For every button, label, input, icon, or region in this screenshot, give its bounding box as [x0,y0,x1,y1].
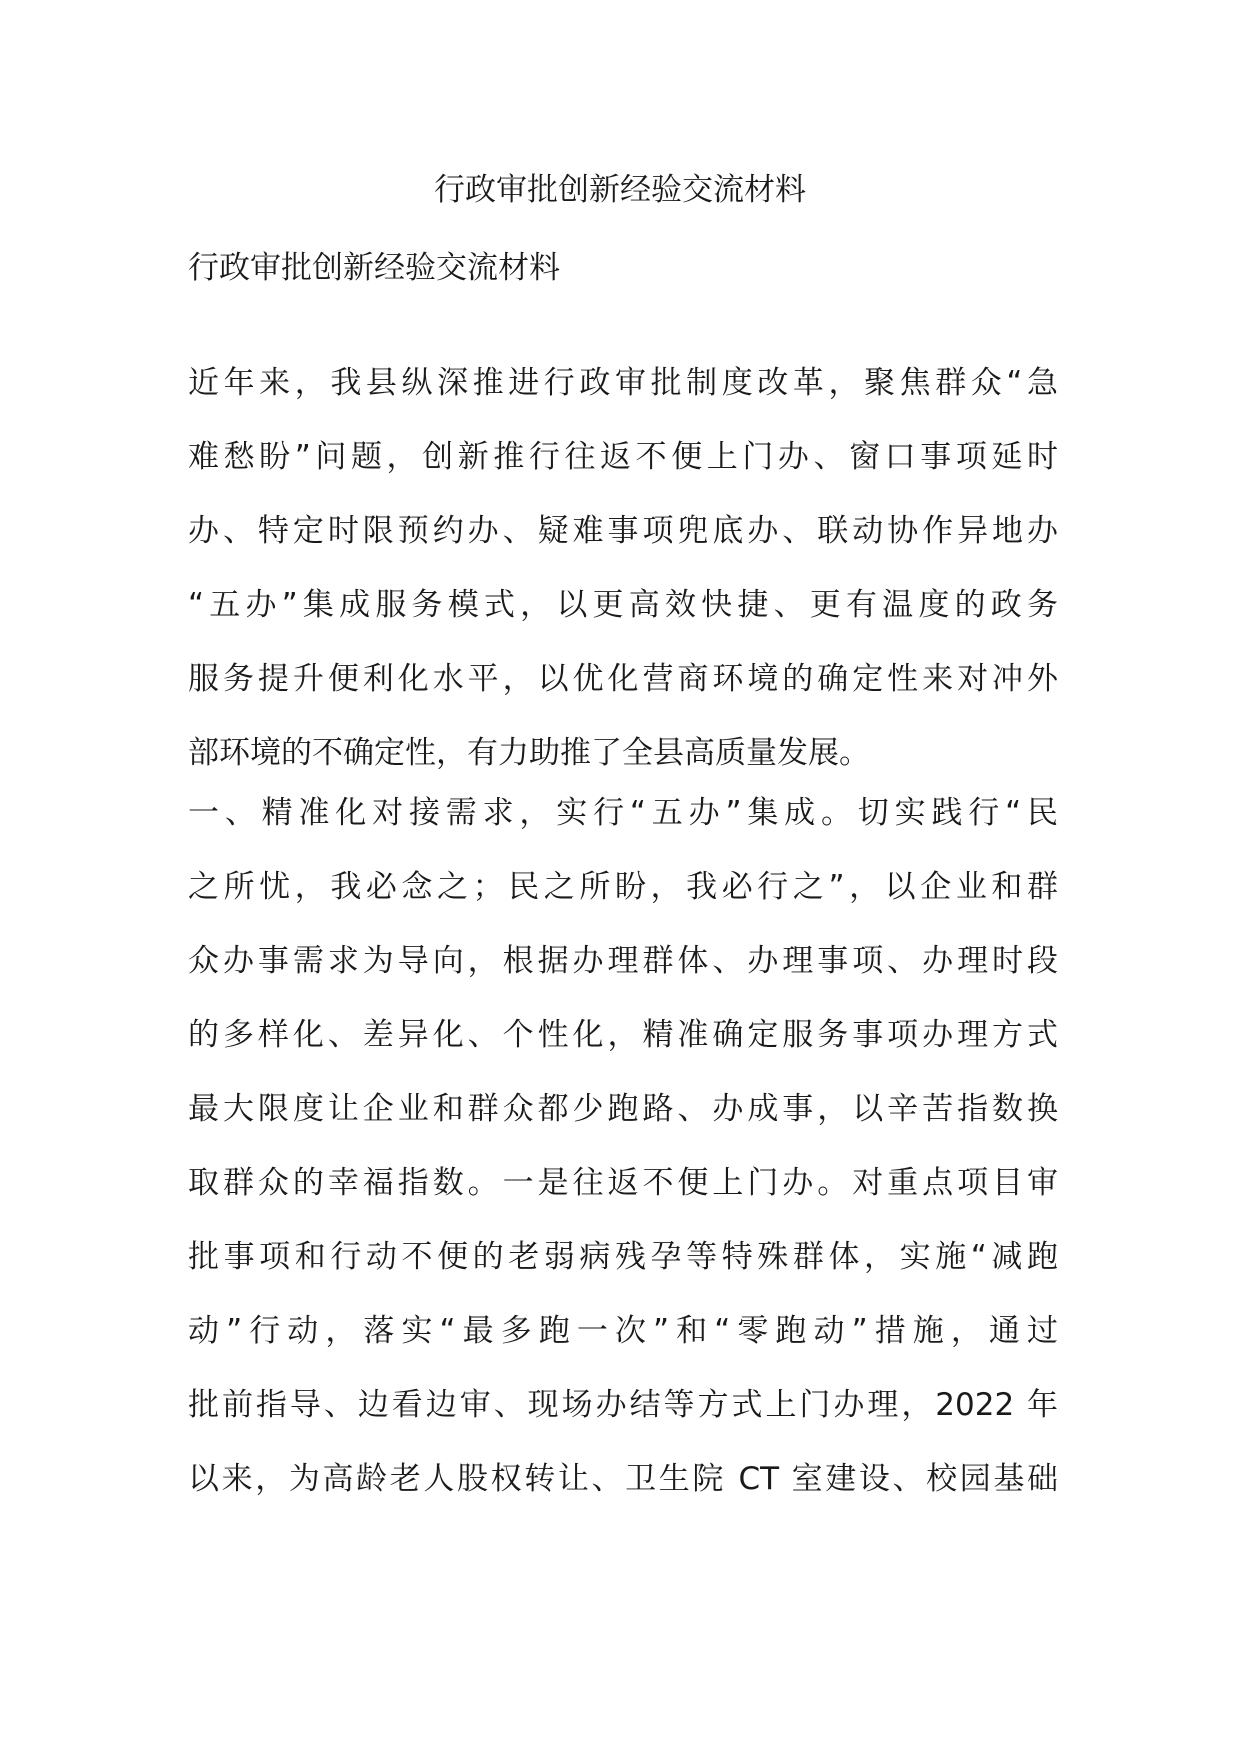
text-line: 服务提升便利化水平，以优化营商环境的确定性来对冲外 [188,661,1058,697]
text-line: 的多样化、差异化、个性化，精准确定服务事项办理方式 [188,1017,1058,1053]
text-line: 难愁盼”问题，创新推行往返不便上门办、窗口事项延时 [188,439,1058,475]
document-title: 行政审批创新经验交流材料 [434,172,806,208]
text-line: 近年来，我县纵深推进行政审批制度改革，聚焦群众“急 [188,365,1058,401]
text-line: 批前指导、边看边审、现场办结等方式上门办理，2022 年 [188,1387,1058,1423]
text-line: 取群众的幸福指数。一是往返不便上门办。对重点项目审 [188,1165,1058,1201]
text-line: 一、精准化对接需求，实行“五办”集成。切实践行“民 [188,795,1058,831]
text-line: 办、特定时限预约办、疑难事项兜底办、联动协作异地办 [188,513,1058,549]
text-line: 以来，为高龄老人股权转让、卫生院 CT 室建设、校园基础 [188,1461,1058,1497]
text-line: 之所忧，我必念之；民之所盼，我必行之”，以企业和群 [188,869,1058,905]
text-line: 批事项和行动不便的老弱病残孕等特殊群体，实施“减跑 [188,1239,1058,1275]
text-line: 众办事需求为导向，根据办理群体、办理事项、办理时段 [188,943,1058,979]
document-subtitle: 行政审批创新经验交流材料 [188,250,560,286]
text-line: 部环境的不确定性，有力助推了全县高质量发展。 [188,735,870,771]
text-line: 动”行动，落实“最多跑一次”和“零跑动”措施，通过 [188,1313,1058,1349]
text-line: “五办”集成服务模式，以更高效快捷、更有温度的政务 [188,587,1058,623]
text-line: 最大限度让企业和群众都少跑路、办成事，以辛苦指数换 [188,1091,1058,1127]
paragraph-section-one [188,776,1058,1516]
paragraph-intro [188,346,1058,790]
